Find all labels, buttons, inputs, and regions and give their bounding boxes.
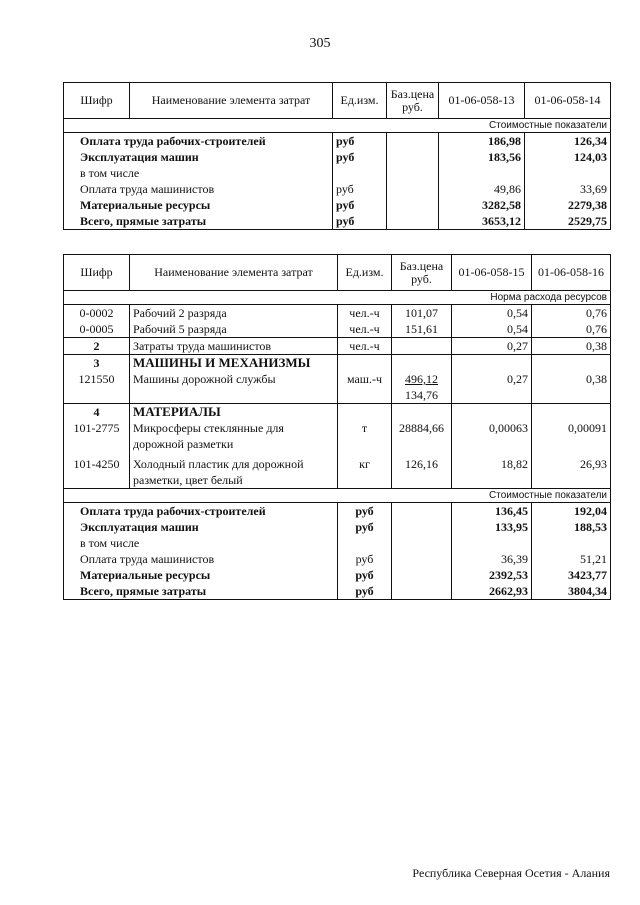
table-row: 2 Затраты труда машинистов чел.-ч 0,27 0,38 — [64, 338, 611, 355]
header-col-b: 01-06-058-16 — [532, 255, 611, 291]
table-row: 0-0002 Рабочий 2 разряда чел.-ч 101,07 0,54 0,76 — [64, 305, 611, 322]
table-row: в том числе — [64, 165, 611, 181]
header-code: Шифр — [64, 83, 130, 119]
header-base-price: Баз.цена руб. — [392, 255, 452, 291]
section-label-row — [64, 489, 611, 503]
header-name: Наименование элемента затрат — [130, 83, 333, 119]
table-row: 0-0005 Рабочий 5 разряда чел.-ч 151,61 0,54 0,76 — [64, 321, 611, 338]
table-row: 3 МАШИНЫ И МЕХАНИЗМЫ — [64, 355, 611, 372]
table-row: Оплата труда рабочих-строителей руб 136,45 192,04 — [64, 503, 611, 520]
table-header — [64, 83, 611, 119]
table-row: в том числе — [64, 535, 611, 551]
table-row: Эксплуатация машин руб 133,95 188,53 — [64, 519, 611, 535]
table-row: Оплата труда машинистов руб 49,86 33,69 — [64, 181, 611, 197]
header-col-b: 01-06-058-14 — [525, 83, 611, 119]
table1-rows — [64, 133, 611, 230]
table-row: Материальные ресурсы руб 3282,58 2279,38 — [64, 197, 611, 213]
table-row: Оплата труда рабочих-строителей руб 186,98 126,34 — [64, 133, 611, 150]
header-col-a: 01-06-058-13 — [439, 83, 525, 119]
header-col-a: 01-06-058-15 — [452, 255, 532, 291]
table-header — [64, 255, 611, 291]
table-row: 4 МАТЕРИАЛЫ — [64, 404, 611, 421]
header-base-price: Баз.цена руб. — [387, 83, 439, 119]
norm-label-row — [64, 291, 611, 305]
table-row: 121550 Машины дорожной службы маш.-ч 496,12 134,76 0,27 0,38 — [64, 371, 611, 404]
section-label: Стоимостные показатели — [64, 489, 611, 503]
table-row: Эксплуатация машин руб 183,56 124,03 — [64, 149, 611, 165]
page-number: 305 — [309, 36, 331, 51]
header-code: Шифр — [64, 255, 130, 291]
cost-table-1 — [63, 82, 611, 230]
table-row: Всего, прямые затраты руб 3653,12 2529,75 — [64, 213, 611, 230]
table-row: Всего, прямые затраты руб 2662,93 3804,34 — [64, 583, 611, 600]
table-row: Оплата труда машинистов руб 36,39 51,21 — [64, 551, 611, 567]
page-footer: Республика Северная Осетия - Алания — [412, 866, 610, 880]
header-unit: Ед.изм. — [338, 255, 392, 291]
cost-table-2 — [63, 254, 611, 600]
section-label-row — [64, 119, 611, 133]
header-unit: Ед.изм. — [333, 83, 387, 119]
norm-label: Норма расхода ресурсов — [64, 291, 611, 305]
table-row: Материальные ресурсы руб 2392,53 3423,77 — [64, 567, 611, 583]
table-row: 101-2775 Микросферы стеклянные для дорожной разметки т 28884,66 0,00063 0,00091 — [64, 420, 611, 452]
header-name: Наименование элемента затрат — [130, 255, 338, 291]
table-row: 101-4250 Холодный пластик для дорожной разметки, цвет белый кг 126,16 18,82 26,93 — [64, 452, 611, 489]
section-label: Стоимостные показатели — [64, 119, 611, 133]
